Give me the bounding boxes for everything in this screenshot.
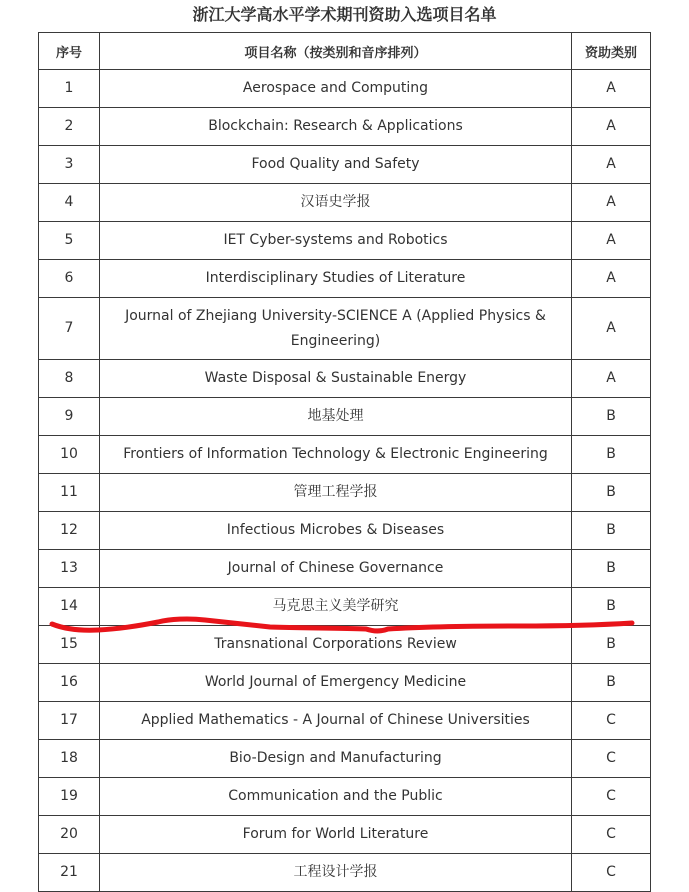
table-row <box>39 184 651 222</box>
row-category: C <box>572 816 651 854</box>
table-row <box>39 222 651 260</box>
row-category: B <box>572 474 651 512</box>
row-index: 14 <box>39 588 100 626</box>
row-project-name: Infectious Microbes & Diseases <box>100 512 572 550</box>
row-project-name: Frontiers of Information Technology & Electronic Engineering <box>100 436 572 474</box>
table-header-row <box>39 33 651 70</box>
row-category: C <box>572 702 651 740</box>
row-index: 7 <box>39 298 100 360</box>
row-index: 10 <box>39 436 100 474</box>
row-category: B <box>572 626 651 664</box>
row-project-name: Bio-Design and Manufacturing <box>100 740 572 778</box>
row-category: C <box>572 854 651 892</box>
row-category: A <box>572 360 651 398</box>
row-index: 12 <box>39 512 100 550</box>
table-row <box>39 298 651 360</box>
row-index: 13 <box>39 550 100 588</box>
row-index: 15 <box>39 626 100 664</box>
row-index: 3 <box>39 146 100 184</box>
table-row <box>39 588 651 626</box>
row-project-name: World Journal of Emergency Medicine <box>100 664 572 702</box>
table-row <box>39 70 651 108</box>
row-project-name: Journal of Chinese Governance <box>100 550 572 588</box>
row-index: 18 <box>39 740 100 778</box>
row-category: B <box>572 398 651 436</box>
row-project-name: Journal of Zhejiang University-SCIENCE A (Applied Physics & Engineering) <box>100 298 572 360</box>
header-project-name: 项目名称（按类别和音序排列） <box>100 33 572 70</box>
row-project-name: Blockchain: Research & Applications <box>100 108 572 146</box>
funding-list-table <box>38 32 651 892</box>
row-index: 11 <box>39 474 100 512</box>
row-index: 6 <box>39 260 100 298</box>
row-index: 4 <box>39 184 100 222</box>
table-row <box>39 474 651 512</box>
row-index: 1 <box>39 70 100 108</box>
row-project-name: Aerospace and Computing <box>100 70 572 108</box>
table-row <box>39 512 651 550</box>
page-title: 浙江大学高水平学术期刊资助入选项目名单 <box>192 5 497 24</box>
row-category: A <box>572 184 651 222</box>
row-project-name: 汉语史学报 <box>100 184 572 222</box>
row-project-name: 管理工程学报 <box>100 474 572 512</box>
table-row <box>39 816 651 854</box>
row-project-name: 马克思主义美学研究 <box>100 588 572 626</box>
row-project-name: Transnational Corporations Review <box>100 626 572 664</box>
header-funding-category: 资助类别 <box>572 33 651 70</box>
row-category: C <box>572 740 651 778</box>
row-category: B <box>572 664 651 702</box>
row-category: A <box>572 70 651 108</box>
table-row <box>39 360 651 398</box>
row-project-name: Forum for World Literature <box>100 816 572 854</box>
row-index: 20 <box>39 816 100 854</box>
table-row <box>39 702 651 740</box>
row-category: A <box>572 222 651 260</box>
row-index: 8 <box>39 360 100 398</box>
table-row <box>39 550 651 588</box>
row-project-name: Waste Disposal & Sustainable Energy <box>100 360 572 398</box>
table-row <box>39 260 651 298</box>
row-category: B <box>572 550 651 588</box>
table-row <box>39 398 651 436</box>
row-project-name: Communication and the Public <box>100 778 572 816</box>
row-category: A <box>572 298 651 360</box>
table-row <box>39 146 651 184</box>
row-index: 19 <box>39 778 100 816</box>
table-row <box>39 626 651 664</box>
row-project-name: Applied Mathematics - A Journal of Chinese Universities <box>100 702 572 740</box>
row-index: 16 <box>39 664 100 702</box>
row-category: A <box>572 108 651 146</box>
header-index: 序号 <box>39 33 100 70</box>
row-category: B <box>572 588 651 626</box>
row-index: 21 <box>39 854 100 892</box>
table-row <box>39 436 651 474</box>
row-category: B <box>572 436 651 474</box>
table-row <box>39 740 651 778</box>
row-category: A <box>572 260 651 298</box>
row-project-name: 地基处理 <box>100 398 572 436</box>
row-index: 17 <box>39 702 100 740</box>
row-category: B <box>572 512 651 550</box>
table-row <box>39 664 651 702</box>
row-project-name: Interdisciplinary Studies of Literature <box>100 260 572 298</box>
table-row <box>39 108 651 146</box>
row-index: 5 <box>39 222 100 260</box>
row-project-name: Food Quality and Safety <box>100 146 572 184</box>
row-project-name: 工程设计学报 <box>100 854 572 892</box>
table-row <box>39 854 651 892</box>
table-row <box>39 778 651 816</box>
row-category: A <box>572 146 651 184</box>
row-category: C <box>572 778 651 816</box>
row-index: 9 <box>39 398 100 436</box>
row-project-name: IET Cyber-systems and Robotics <box>100 222 572 260</box>
row-index: 2 <box>39 108 100 146</box>
